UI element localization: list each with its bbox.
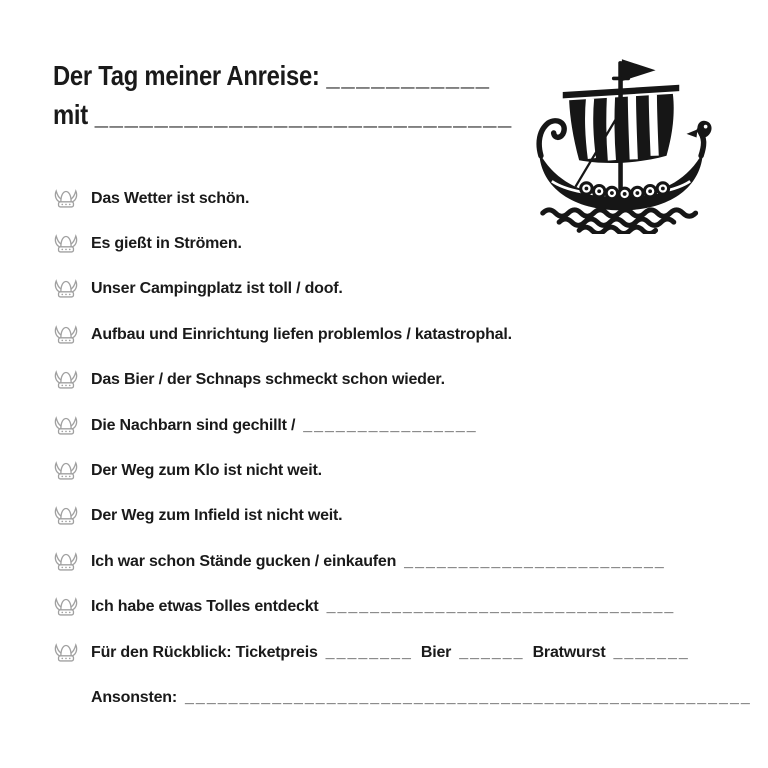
checklist-item <box>52 448 760 493</box>
checklist-item <box>52 675 760 720</box>
fill-in-blank: _______ <box>613 643 690 661</box>
label-text: Ich war schon Stände gucken / einkaufen <box>91 552 397 570</box>
fill-in-blank: ________________ <box>303 416 478 434</box>
label-text: Unser Campingplatz ist toll / doof. <box>91 280 343 298</box>
viking-helmet-icon <box>52 414 80 438</box>
fill-in-blank: ________________________ <box>404 552 666 570</box>
label-text: Für den Rückblick: Ticketpreis <box>91 643 318 661</box>
checklist-item <box>52 585 760 630</box>
label-text: Aufbau und Einrichtung liefen problemlos / katastrophal. <box>91 325 512 343</box>
checklist-item-text <box>91 371 445 389</box>
checklist-item-text <box>91 326 512 344</box>
viking-helmet-icon <box>52 595 80 619</box>
fill-in-blank: ________________________________ <box>326 598 676 616</box>
page-subtitle <box>53 95 513 134</box>
label-text: Es gießt in Strömen. <box>91 235 242 253</box>
page-title <box>53 56 513 95</box>
checklist-item-text <box>91 235 242 253</box>
viking-helmet-icon <box>52 368 80 392</box>
viking-helmet-icon <box>52 550 80 574</box>
checklist-item-text <box>91 507 342 525</box>
viking-helmet-icon <box>52 277 80 301</box>
label-text: Ansonsten: <box>91 688 178 706</box>
viking-helmet-icon <box>52 323 80 347</box>
checklist-item-text <box>91 644 690 662</box>
checklist-item-text <box>91 462 322 480</box>
fill-in-blank: ___________ <box>326 60 491 91</box>
checklist <box>52 176 760 721</box>
checklist-item-text <box>91 280 343 298</box>
checklist-item <box>52 221 760 266</box>
checklist-item <box>52 358 760 403</box>
label-text: Die Nachbarn sind gechillt / <box>91 416 296 434</box>
checklist-item-text <box>91 190 249 208</box>
viking-helmet-icon <box>52 504 80 528</box>
label-text: Bratwurst <box>532 643 606 661</box>
checklist-item <box>52 539 760 584</box>
checklist-item <box>52 494 760 539</box>
label-text: Das Bier / der Schnaps schmeckt schon wieder. <box>91 371 445 389</box>
viking-helmet-icon <box>52 459 80 483</box>
fill-in-blank: ____________________________________________________ <box>185 688 752 706</box>
fill-in-blank: ______ <box>459 643 525 661</box>
label-text: Ich habe etwas Tolles entdeckt <box>91 598 319 616</box>
viking-helmet-icon <box>52 187 80 211</box>
viking-helmet-icon <box>52 232 80 256</box>
label-text: Bier <box>420 643 452 661</box>
label-text: Der Tag meiner Anreise: <box>53 60 320 91</box>
viking-helmet-icon <box>52 641 80 665</box>
label-text: mit <box>53 99 88 130</box>
checklist-item-text <box>91 689 752 707</box>
checklist-item <box>52 630 760 675</box>
checklist-item <box>52 176 760 221</box>
checklist-item-text <box>91 553 666 571</box>
label-text: Das Wetter ist schön. <box>91 189 250 207</box>
label-text: Der Weg zum Infield ist nicht weit. <box>91 507 343 525</box>
checklist-item <box>52 267 760 312</box>
checklist-item-text <box>91 598 675 616</box>
label-text: Der Weg zum Klo ist nicht weit. <box>91 462 322 480</box>
checklist-item <box>52 312 760 357</box>
checklist-item <box>52 403 760 448</box>
checklist-item-text <box>91 417 478 435</box>
fill-in-blank: ____________________________ <box>94 99 513 130</box>
page-header <box>53 56 513 134</box>
fill-in-blank: ________ <box>325 643 413 661</box>
